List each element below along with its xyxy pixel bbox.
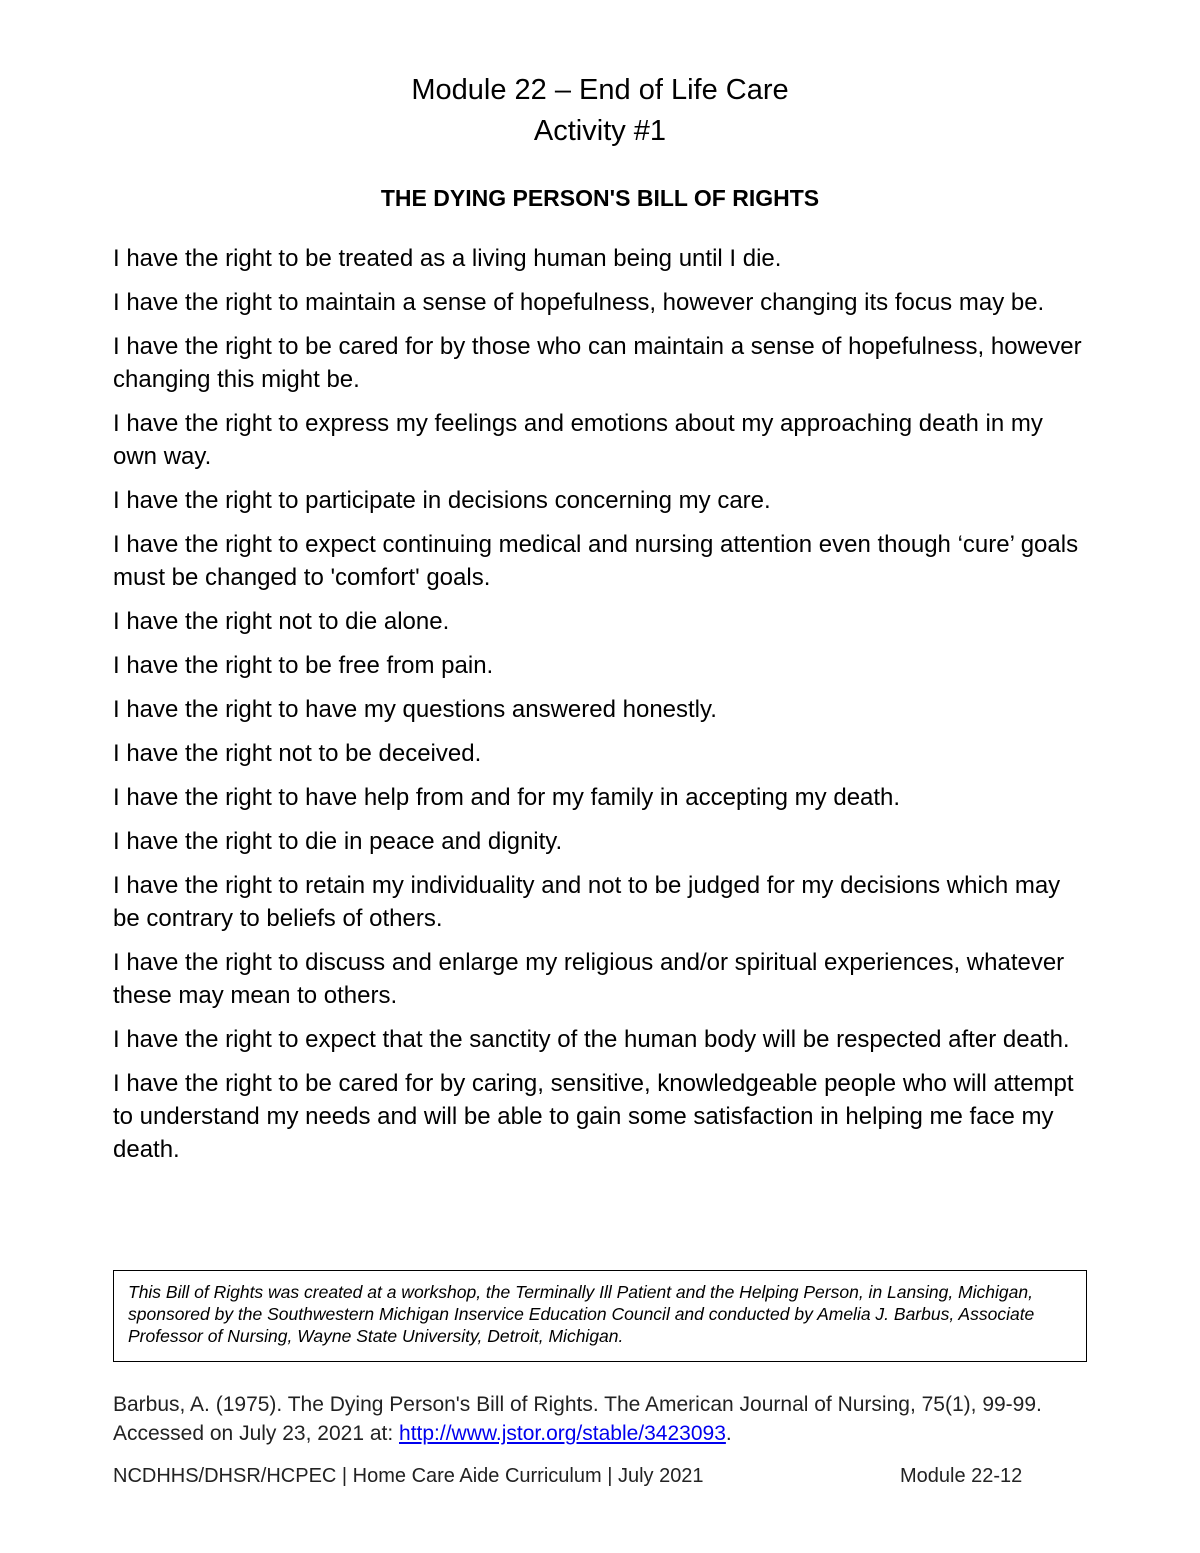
right-item: I have the right to be treated as a living human being until I die. [113, 245, 782, 272]
right-item: I have the right not to die alone. [113, 608, 450, 635]
right-item: I have the right to participate in decisions concerning my care. [113, 487, 771, 514]
right-item: I have the right to maintain a sense of hopefulness, however changing its focus may be. [113, 289, 1045, 316]
right-item: I have the right to expect continuing medical and nursing attention even though ‘cure’ goals must be changed to 'comfort' goals. [113, 531, 1079, 591]
right-item: I have the right to have help from and for my family in accepting my death. [113, 784, 901, 811]
citation-text: Barbus, A. (1975). The Dying Person's Bill of Rights. The American Journal of Nursing, 75(1), 99-99. Accessed on July 23, 2021 at: [113, 1393, 1042, 1445]
right-item: I have the right to expect that the sanctity of the human body will be respected after death. [113, 1026, 1070, 1053]
right-item: I have the right to discuss and enlarge my religious and/or spiritual experiences, whatever these may mean to others. [113, 949, 1065, 1009]
citation-trailing: . [725, 1422, 732, 1445]
module-title: Module 22 – End of Life Care [411, 74, 789, 106]
right-item: I have the right to die in peace and dignity. [113, 828, 563, 855]
footer-page-number: Module 22-12 [900, 1465, 1023, 1487]
footer-curriculum: NCDHHS/DHSR/HCPEC | Home Care Aide Curriculum | July 2021 [113, 1465, 704, 1487]
right-item: I have the right to be cared for by those who can maintain a sense of hopefulness, however changing this might be. [113, 333, 1082, 393]
citation [113, 1390, 1103, 1448]
jstor-link[interactable]: http://www.jstor.org/stable/3423093 [399, 1422, 726, 1445]
right-item: I have the right to retain my individuality and not to be judged for my decisions which may be contrary to beliefs of others. [113, 872, 1061, 932]
bill-of-rights-heading: THE DYING PERSON'S BILL OF RIGHTS [380, 185, 820, 211]
right-item: I have the right not to be deceived. [113, 740, 482, 767]
right-item: I have the right to be cared for by caring, sensitive, knowledgeable people who will attempt to understand my needs and will be able to gain some satisfaction in helping me face my death. [113, 1070, 1074, 1163]
activity-title: Activity #1 [533, 115, 667, 147]
source-note-box: This Bill of Rights was created at a workshop, the Terminally Ill Patient and the Helping Person, in Lansing, Michigan, sponsored by the Southwestern Michigan Inservice Education Council and conducted by Amelia J. Barbus, Associate Professor of Nursing, Wayne State University, Detroit, Michigan. [113, 1270, 1087, 1362]
right-item: I have the right to be free from pain. [113, 652, 494, 679]
right-item: I have the right to have my questions answered honestly. [113, 696, 717, 723]
right-item: I have the right to express my feelings and emotions about my approaching death in my own way. [113, 410, 1043, 470]
rights-list [113, 242, 1093, 1177]
